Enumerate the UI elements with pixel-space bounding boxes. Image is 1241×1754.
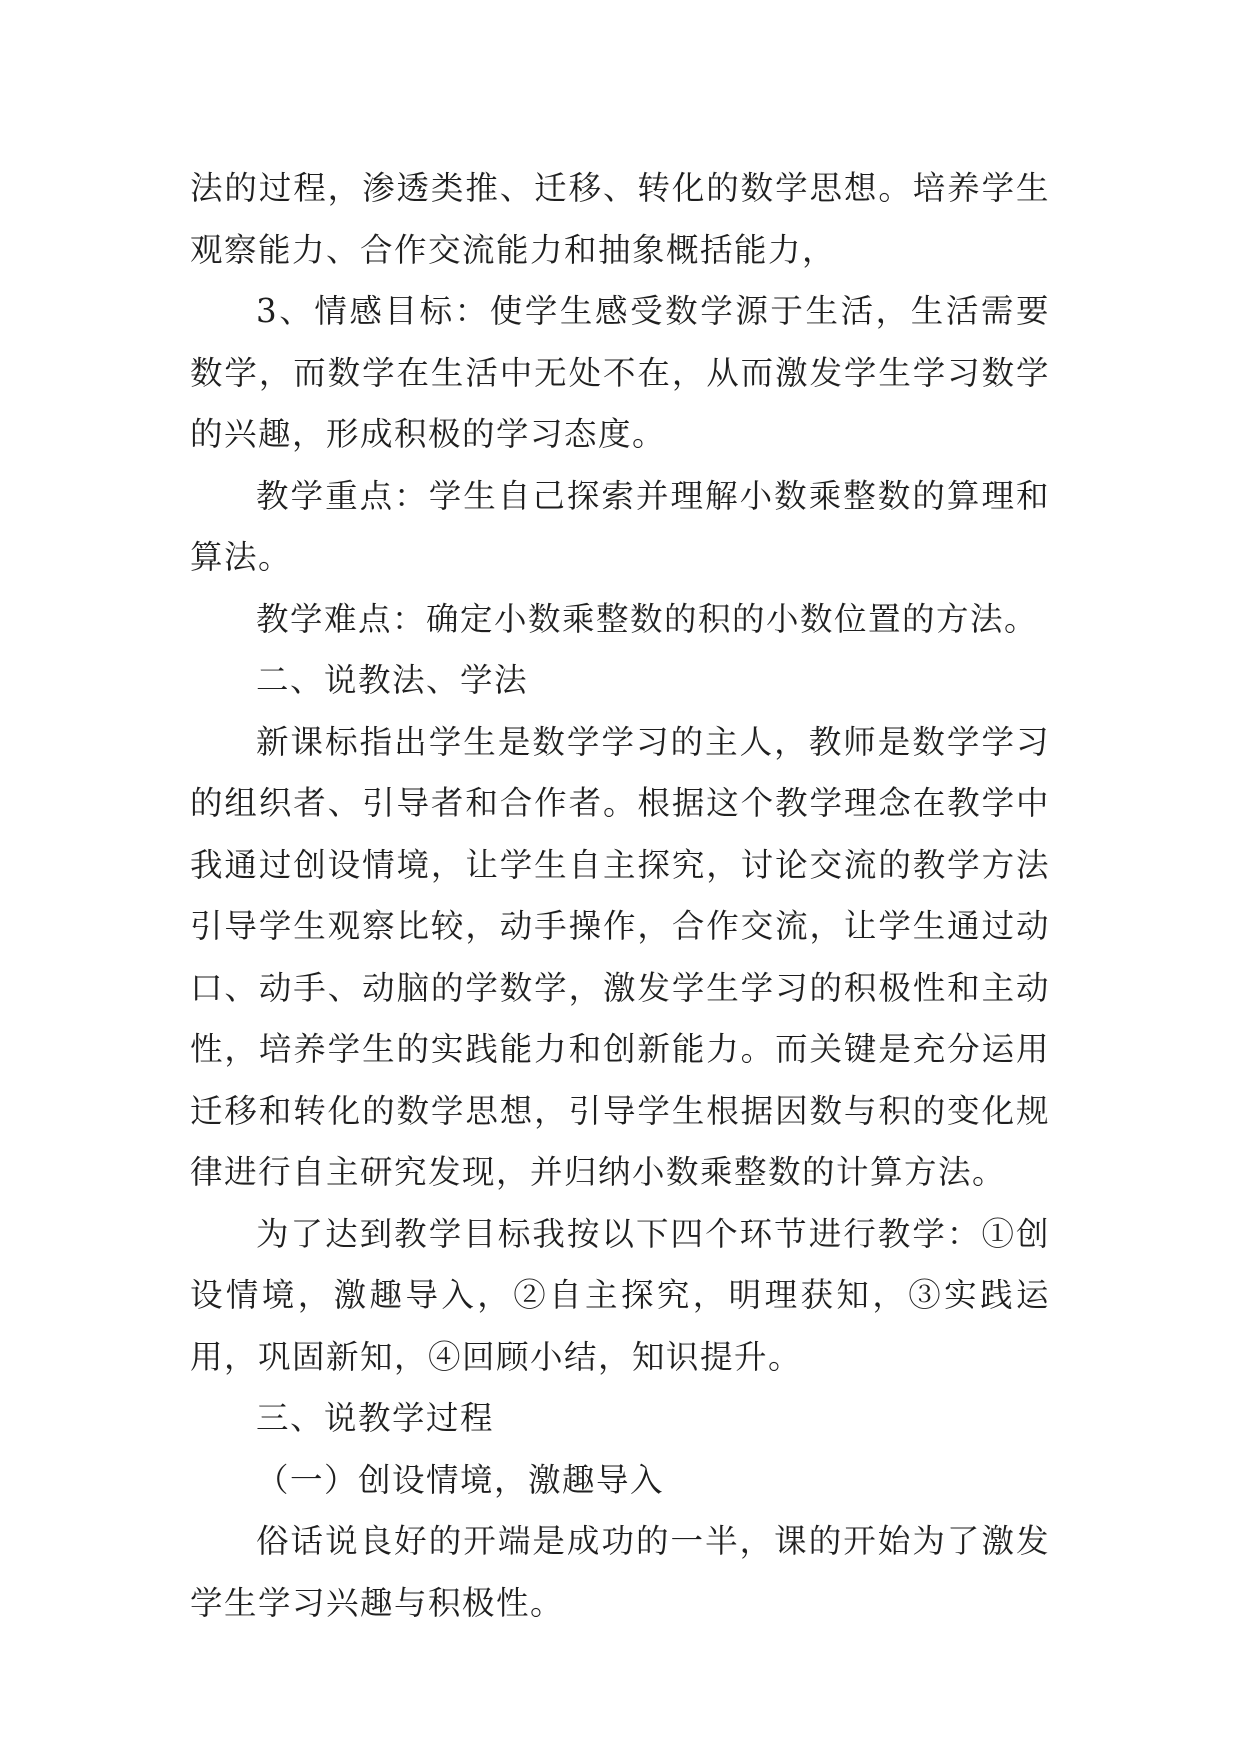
- paragraph-emotion-goal: 3、情感目标：使学生感受数学源于生活，生活需要数学，而数学在生活中无处不在，从而激发学生学习数学的兴趣，形成积极的学习态度。: [190, 292, 1050, 453]
- section-heading-process: 三、说教学过程: [256, 1399, 495, 1437]
- paragraph-teaching-difficulty: 教学难点：确定小数乘整数的积的小数位置的方法。: [256, 599, 1039, 638]
- subsection-heading-intro: （一）创设情境，激趣导入: [256, 1460, 665, 1499]
- paragraph-continuation: 法的过程，渗透类推、迁移、转化的数学思想。培养学生观察能力、合作交流能力和抽象概括能力，: [190, 169, 1050, 269]
- paragraph-four-steps: 为了达到教学目标我按以下四个环节进行教学：①创设情境，激趣导入，②自主探究，明理获知，③实践运用，巩固新知，④回顾小结，知识提升。: [190, 1214, 1050, 1376]
- document-body: [190, 158, 1050, 1634]
- paragraph-teaching-focus: 教学重点：学生自己探索并理解小数乘整数的算理和算法。: [190, 476, 1050, 576]
- section-heading-methods: 二、说教法、学法: [256, 661, 529, 699]
- paragraph-methods: 新课标指出学生是数学学习的主人，教师是数学学习的组织者、引导者和合作者。根据这个教学理念在教学中我通过创设情境，让学生自主探究，讨论交流的教学方法引导学生观察比较，动手操作，合作交流，让学生通过动口、动手、动脑的学数学，激发学生学习的积极性和主动性，培养学生的实践能力和创新能力。而关键是充分运用迁移和转化的数学思想，引导学生根据因数与积的变化规律进行自主研究发现，并归纳小数乘整数的计算方法。: [190, 722, 1050, 1191]
- paragraph-intro: 俗话说良好的开端是成功的一半，课的开始为了激发学生学习兴趣与积极性。: [190, 1522, 1050, 1622]
